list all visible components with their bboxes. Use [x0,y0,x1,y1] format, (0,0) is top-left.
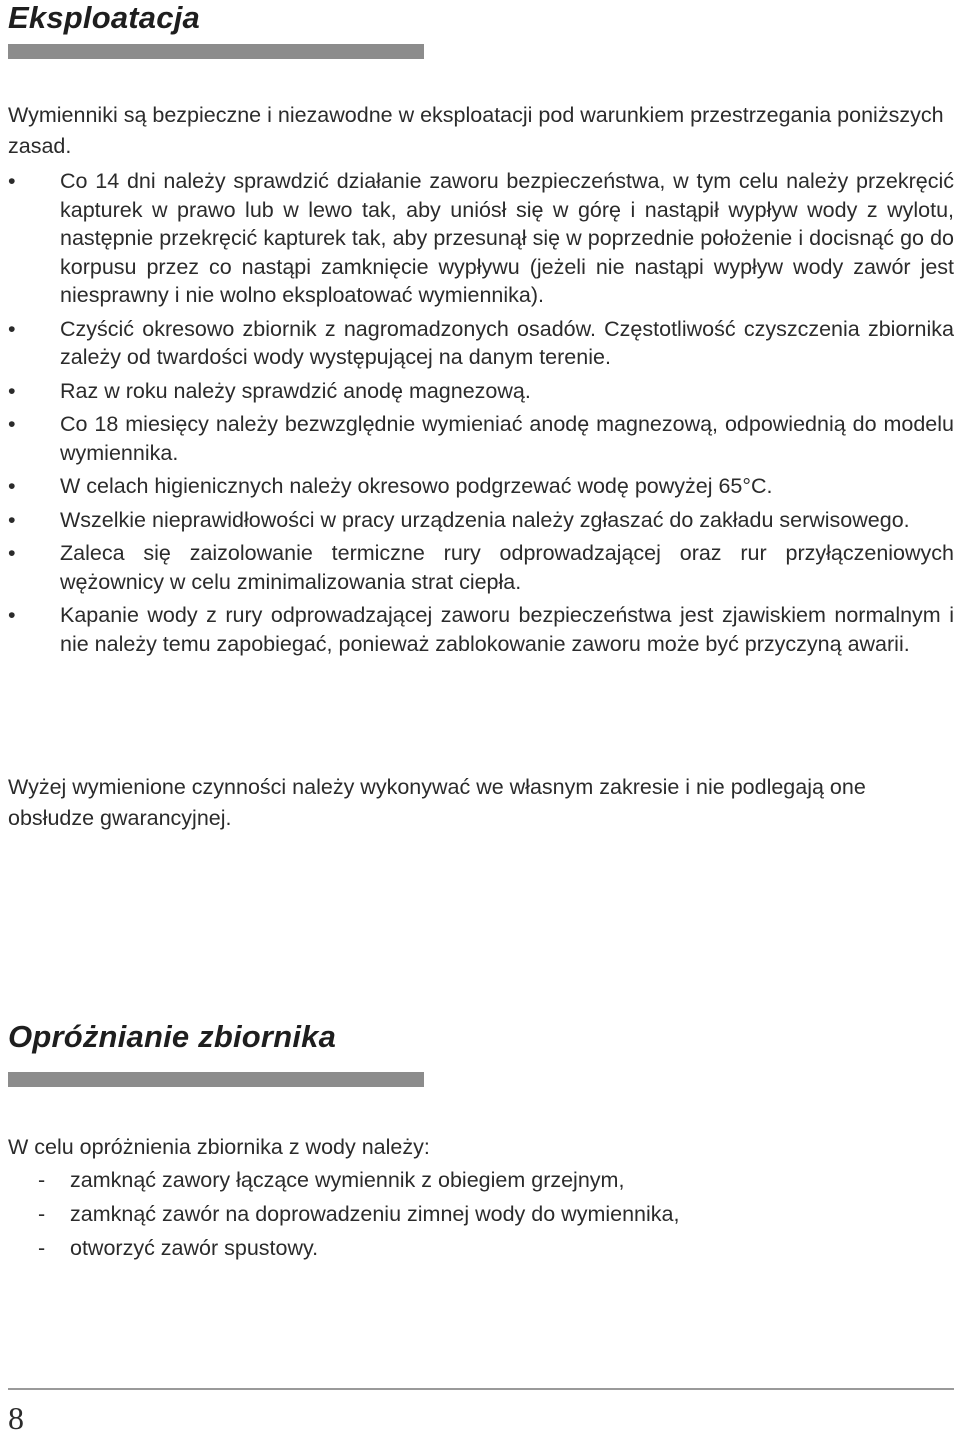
list-item [8,472,954,501]
list-item-text: Czyścić okresowo zbiornik z nagromadzonych osadów. Częstotliwość czyszczenia zbiornika zależy od twardości wody występującej na danym terenie. [60,316,954,369]
bullet-icon: • [8,603,16,627]
bullet-icon: • [8,412,16,436]
section-title-eksploatacja: Eksploatacja [8,0,200,35]
list-item [8,506,954,535]
list-item [8,1197,954,1231]
bullet-icon: • [8,169,16,193]
list-item [8,1231,954,1265]
section-title-bar [8,44,424,59]
list-item-text: W celach higienicznych należy okresowo podgrzewać wodę powyżej 65°C. [60,474,773,498]
page-number: 8 [8,1400,24,1436]
list-item [8,410,954,467]
list-item-text: Co 18 miesięcy należy bezwzględnie wymieniać anodę magnezową, odpowiednią do modelu wymiennika. [60,412,954,465]
list-item-text: zamknąć zawór na doprowadzeniu zimnej wody do wymiennika, [70,1202,680,1226]
list-item-text: Zaleca się zaizolowanie termiczne rury odprowadzającej oraz rur przyłączeniowych wężownicy w celu zminimalizowania strat ciepła. [60,541,954,594]
list-item-text: zamknąć zawory łączące wymiennik z obiegiem grzejnym, [70,1168,625,1192]
list-item-text: Raz w roku należy sprawdzić anodę magnezową. [60,378,531,403]
dash-icon: - [38,1168,46,1192]
list-item-text: Kapanie wody z rury odprowadzającej zaworu bezpieczeństwa jest zjawiskiem normalnym i nie należy temu zapobiegać, ponieważ zablokowanie zaworu może być przyczyną awarii. [60,603,954,656]
bullet-icon: • [8,378,16,403]
drain-intro-paragraph: W celu opróżnienia zbiornika z wody należy: [8,1135,430,1159]
bullet-icon: • [8,541,16,565]
dash-icon: - [38,1236,46,1260]
list-item [8,315,954,372]
closing-paragraph: Wyżej wymienione czynności należy wykonywać we własnym zakresie i nie podlegają one obsłudze gwarancyjnej. [8,775,866,830]
dash-icon: - [38,1202,46,1226]
bullet-icon: • [8,316,16,341]
list-item-text: Co 14 dni należy sprawdzić działanie zaworu bezpieczeństwa, w tym celu należy przekręcić kapturek w prawo lub w lewo tak, aby uniósł się w górę i nastąpił wypływ wody z wylotu, następnie przekręcić kapturek tak, aby przesunął się w poprzednie położenie i docisnąć go do korpusu przez co nastąpi zamknięcie wypływu (jeżeli nie nastąpi wypływ wody zawór jest niesprawny i nie wolno eksploatować wymiennika). [60,169,954,307]
list-item-text: otworzyć zawór spustowy. [70,1236,319,1260]
list-item [8,1163,954,1197]
operation-rules-list [8,167,954,663]
list-item [8,167,954,310]
section-title-oproznianie: Opróżnianie zbiornika [8,1019,337,1054]
bullet-icon: • [8,507,16,532]
intro-paragraph: Wymienniki są bezpieczne i niezawodne w eksploatacji pod warunkiem przestrzegania poniższych zasad. [8,103,944,158]
list-item [8,539,954,596]
list-item-text: Wszelkie nieprawidłowości w pracy urządzenia należy zgłaszać do zakładu serwisowego. [60,507,910,532]
section-title-bar [8,1072,424,1087]
list-item [8,377,954,406]
drain-steps-list [8,1163,954,1265]
footer-divider [8,1388,954,1390]
list-item [8,601,954,658]
bullet-icon: • [8,474,16,498]
